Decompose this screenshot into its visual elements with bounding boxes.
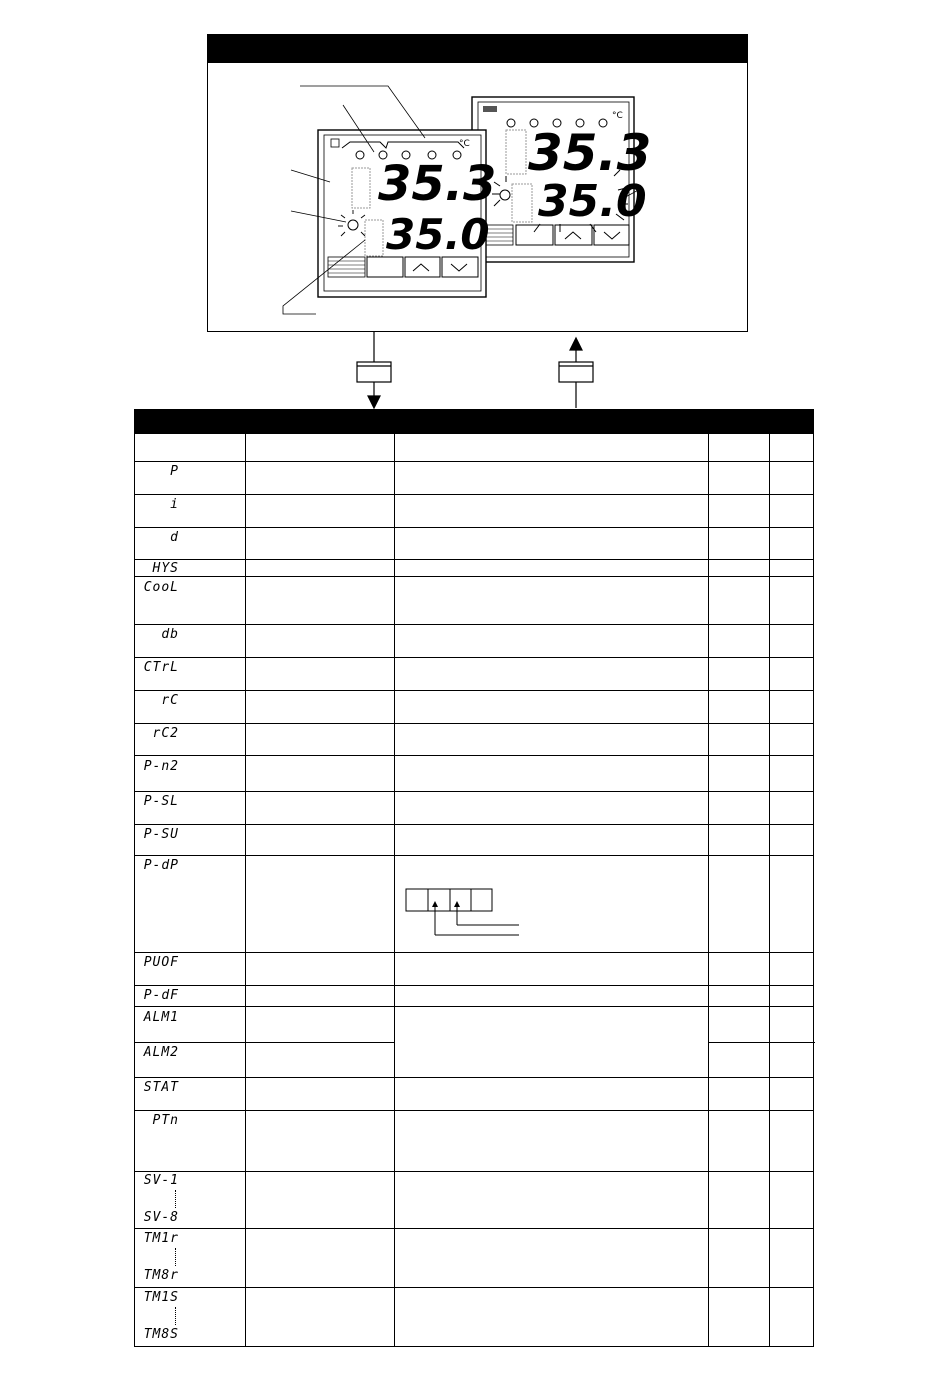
range-dots xyxy=(175,1248,176,1266)
unit-label-right: °C xyxy=(612,111,623,121)
param-code: rC2 xyxy=(152,726,179,741)
param-code: STAT xyxy=(143,1080,179,1095)
param-code: rC xyxy=(161,693,179,708)
param-code: ALM1 xyxy=(143,1010,179,1025)
param-code: SV-1 xyxy=(143,1173,179,1188)
sv-readout-right: 35.0 xyxy=(538,176,647,227)
param-code-end: SV-8 xyxy=(143,1210,179,1225)
range-dots xyxy=(175,1307,176,1325)
param-code: P-SL xyxy=(143,794,179,809)
param-code: P xyxy=(170,464,179,479)
param-code-end: TM8S xyxy=(143,1327,179,1342)
table-title-bar xyxy=(135,410,813,434)
pv-readout-right: 35.3 xyxy=(528,124,652,182)
param-code: CTrL xyxy=(143,660,179,675)
param-code: P-n2 xyxy=(143,759,179,774)
param-code: PTn xyxy=(152,1113,179,1128)
pv-readout-left: 35.3 xyxy=(378,156,497,212)
parameter-table xyxy=(134,409,814,1347)
param-code: HYS xyxy=(152,561,179,576)
param-code: TM1r xyxy=(143,1231,179,1246)
unit-label-left: °C xyxy=(459,139,470,149)
param-code: PUOF xyxy=(143,955,179,970)
connector-arrows xyxy=(357,332,593,408)
sv-readout-left: 35.0 xyxy=(386,210,490,259)
param-code: P-dF xyxy=(143,988,179,1003)
range-dots xyxy=(175,1190,176,1208)
decimal-point-diagram xyxy=(405,885,525,945)
param-code: i xyxy=(170,497,179,512)
param-code: CooL xyxy=(143,580,179,595)
param-code-end: TM8r xyxy=(143,1268,179,1283)
param-code: db xyxy=(161,627,179,642)
param-code: d xyxy=(170,530,179,545)
param-code: P-dP xyxy=(143,858,179,873)
param-code: TM1S xyxy=(143,1290,179,1305)
param-code: ALM2 xyxy=(143,1045,179,1060)
param-code: P-SU xyxy=(143,827,179,842)
